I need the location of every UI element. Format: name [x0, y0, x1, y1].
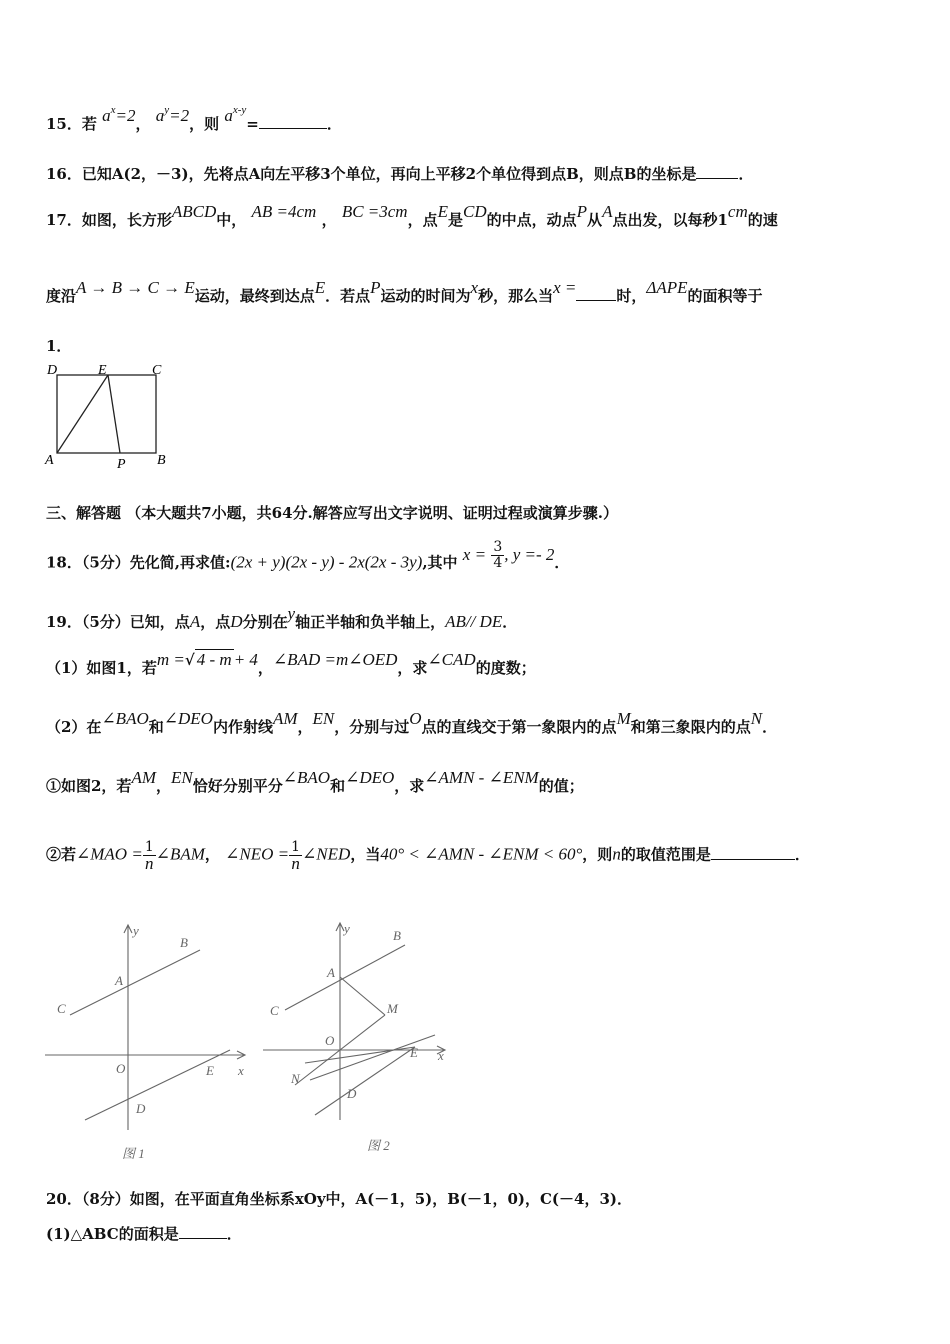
question-16: 16．已知A(2，－3)，先将点A向左平移3个单位，再向上平移2个单位得到点B，则点B的坐标是 ． [46, 165, 754, 183]
label-c: C [57, 1001, 66, 1016]
label-m: M [387, 1001, 398, 1016]
question-19-part-2: （2）在∠BAO和∠DEO内作射线AM，EN，分别与过O点的直线交于第一象限内的点M和第三象限内的点N． [46, 709, 778, 736]
answer-blank[interactable] [576, 300, 616, 301]
label-d: D [347, 1086, 357, 1101]
question-17-line-2: 度沿A → B → C → E运动，最终到达点E．若点P运动的时间为x秒，那么当x = 时，ΔAPE的面积等于 [46, 278, 763, 305]
label-o: O [325, 1033, 335, 1048]
label-a: A [327, 965, 335, 980]
axis-x-label: x [438, 1048, 444, 1063]
label-a: A [115, 973, 123, 988]
figure-17-rectangle [40, 360, 180, 475]
label-b: B [393, 928, 401, 943]
figure-caption: 图 1 [122, 1146, 145, 1161]
axis-y-label: y [133, 923, 139, 938]
answer-blank[interactable] [259, 128, 327, 129]
question-20-part-1: (1)△ABC的面积是 ． [46, 1225, 242, 1243]
question-19-case-1: ①如图2，若AM，EN恰好分别平分∠BAO和∠DEO，求∠AMN - ∠ENM的值； [46, 768, 584, 795]
answer-blank[interactable] [179, 1238, 227, 1239]
axis-x-label: x [238, 1063, 244, 1078]
label-o: O [116, 1061, 126, 1076]
label-d: D [136, 1101, 146, 1116]
question-17-line-1: 17．如图，长方形ABCD中， AB =4cm ， BC =3cm，点E是CD的中点，动点P从A点出发，以每秒1cm的速 [46, 202, 778, 229]
label-n: N [291, 1071, 300, 1086]
answer-blank[interactable] [696, 178, 738, 179]
label-e: E [98, 363, 107, 378]
question-20: 20．（8分）如图，在平面直角坐标系xOy中，A(－1，5)，B(－1，0)，C(－4，3)． [46, 1190, 632, 1208]
question-19-part-1: （1）如图1，若m =√ 4 - m + 4，∠BAD =m∠OED，求∠CAD的度数； [46, 650, 536, 677]
label-e: E [410, 1045, 418, 1060]
question-15: 15．若 $a^x=2$， $a^y=2$，则 $a^{x-y}=$ ． [46, 104, 342, 133]
question-18: 18．（5分）先化简,再求值:(2x + y)(2x - y) - 2x(2x - 3y),其中 x = $\frac{3}{4}$ , y =- 2． [46, 539, 570, 572]
label-b: B [180, 935, 188, 950]
label-b: B [157, 453, 166, 468]
label-e: E [206, 1063, 214, 1078]
question-19-case-2: ②若∠MAO = $\frac{1}{n}$ ∠BAM， ∠NEO = $\frac{1}{n}$ ∠NED，当40° < ∠AMN - ∠ENM < 60°，则n的取值范围是 ． [46, 839, 810, 873]
axis-y-label: y [344, 921, 350, 936]
label-c: C [152, 363, 162, 378]
label-d: D [47, 363, 58, 378]
label-p: P [117, 457, 126, 472]
question-17-line-3: 1． [46, 337, 72, 355]
label-a: A [45, 453, 54, 468]
section-heading: 三、解答题 （本大题共7小题，共64分.解答应写出文字说明、证明过程或演算步骤.） [46, 504, 618, 522]
figure-1 [40, 915, 260, 1165]
figure-2 [255, 915, 455, 1165]
figure-caption: 图 2 [367, 1138, 390, 1153]
question-19: 19．（5分）已知，点A，点D分别在y轴正半轴和负半轴上，AB// DE． [46, 604, 518, 631]
answer-blank[interactable] [711, 859, 795, 860]
label-c: C [270, 1003, 279, 1018]
